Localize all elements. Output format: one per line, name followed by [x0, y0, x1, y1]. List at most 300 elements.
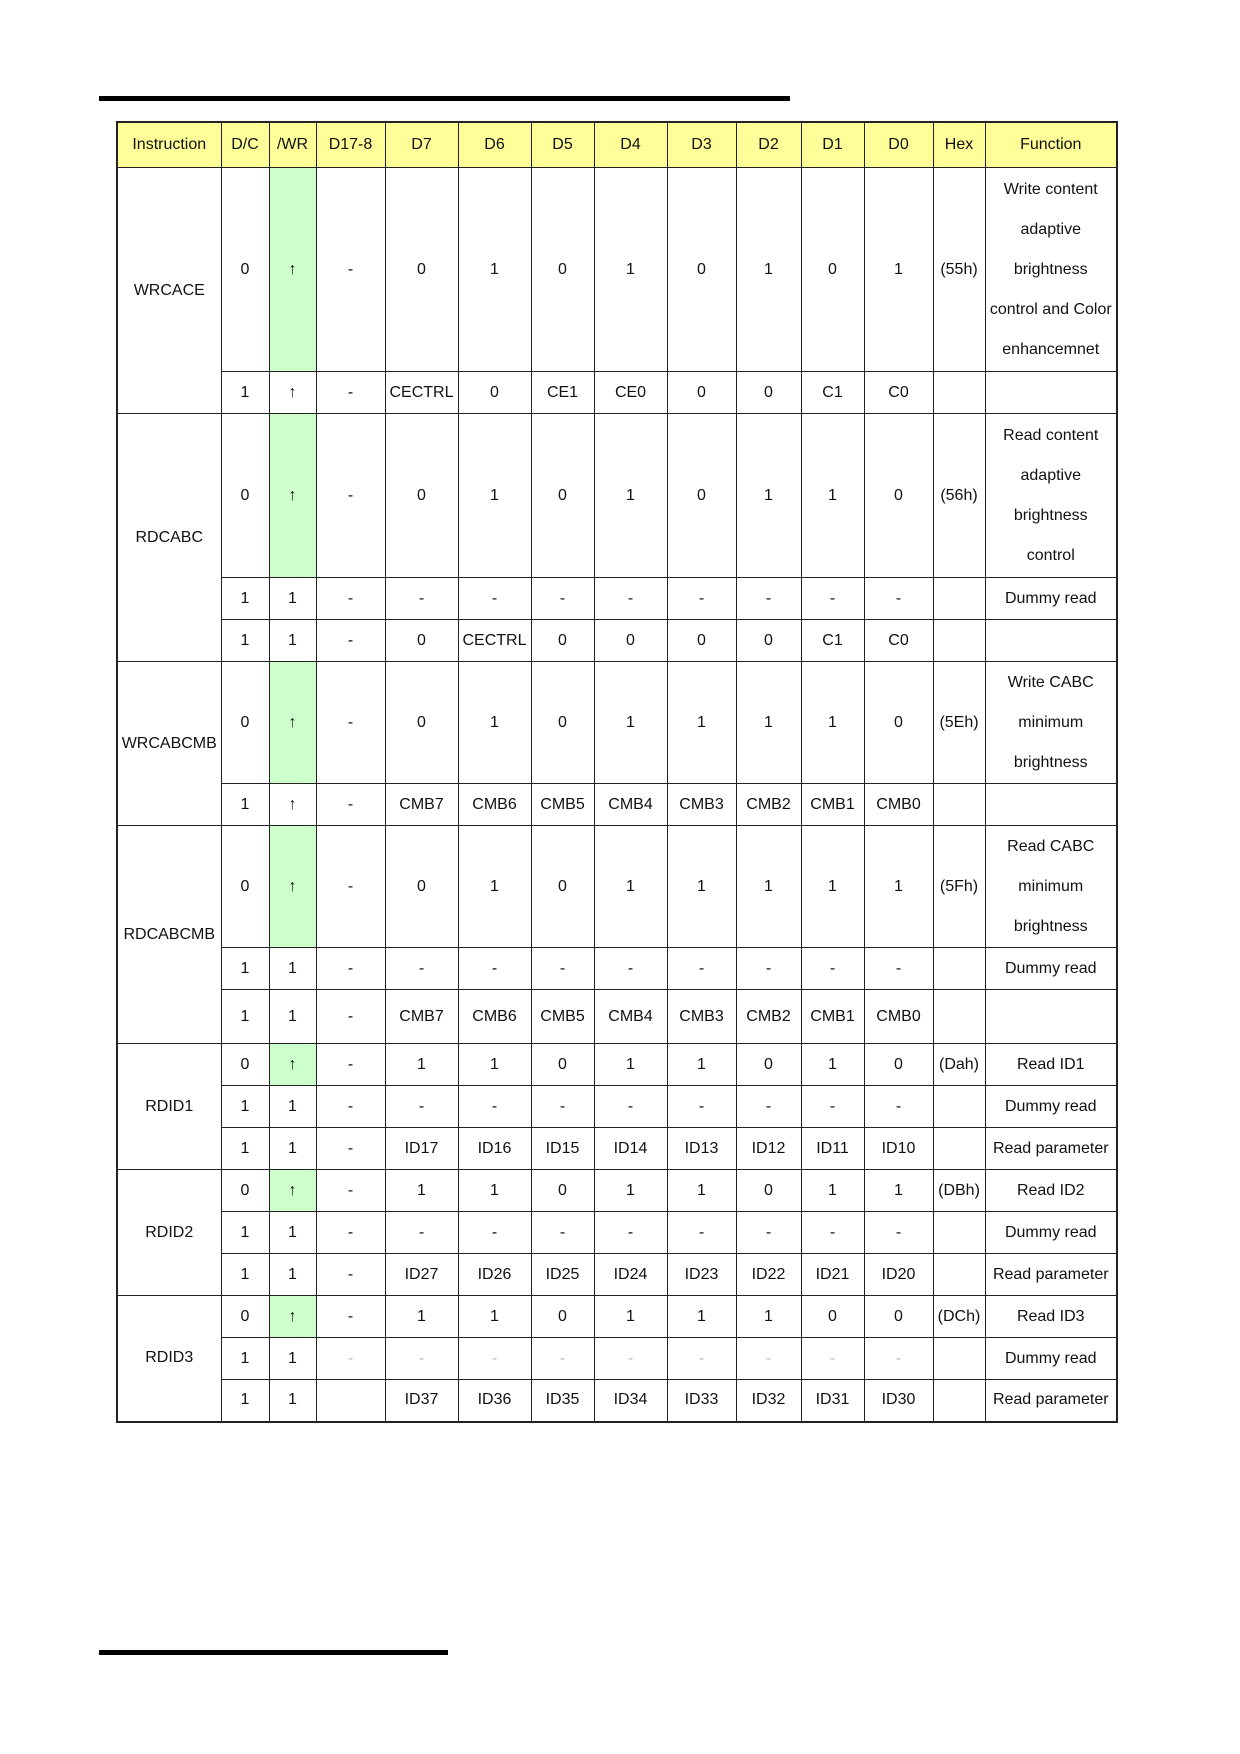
function-cell: [985, 1170, 1117, 1212]
d17-8-cell: -: [316, 1254, 385, 1296]
wr-cell: 1: [269, 948, 316, 990]
header-cell: D0: [864, 122, 933, 168]
d3-cell: -: [667, 1338, 736, 1380]
d4-cell: CMB4: [594, 784, 667, 826]
wr-cell: ↑: [269, 1044, 316, 1086]
function-line: control: [1026, 546, 1075, 564]
instruction-name: WRCACE: [117, 168, 221, 414]
d1-cell: ID11: [801, 1128, 864, 1170]
d2-cell: 1: [736, 1296, 801, 1338]
d3-cell: 1: [667, 1044, 736, 1086]
table-row: [117, 372, 1117, 414]
d2-cell: ID32: [736, 1380, 801, 1422]
d3-cell: -: [667, 578, 736, 620]
dc-cell: 1: [221, 990, 269, 1044]
table-row: [117, 662, 1117, 784]
d0-cell: 1: [864, 1170, 933, 1212]
function-cell: [985, 372, 1117, 414]
d6-cell: CMB6: [458, 990, 531, 1044]
command-table: [116, 121, 1118, 1423]
d3-cell: 1: [667, 662, 736, 784]
hex-cell: [933, 1086, 985, 1128]
d1-cell: C1: [801, 372, 864, 414]
function-line: Read parameter: [992, 1139, 1109, 1157]
d0-cell: 0: [864, 1296, 933, 1338]
function-cell: [985, 1380, 1117, 1422]
header-cell: D3: [667, 122, 736, 168]
d0-cell: ID30: [864, 1380, 933, 1422]
d2-cell: 0: [736, 372, 801, 414]
table-row: [117, 414, 1117, 578]
function-line: minimum: [1018, 877, 1084, 895]
d4-cell: -: [594, 1212, 667, 1254]
d7-cell: 0: [385, 168, 458, 372]
d6-cell: ID36: [458, 1380, 531, 1422]
d4-cell: ID24: [594, 1254, 667, 1296]
hex-cell: [933, 1254, 985, 1296]
d17-8-cell: -: [316, 414, 385, 578]
instruction-name: RDID3: [117, 1296, 221, 1422]
d4-cell: -: [594, 1338, 667, 1380]
function-line: Read parameter: [992, 1391, 1109, 1409]
d2-cell: -: [736, 1086, 801, 1128]
d7-cell: -: [385, 1086, 458, 1128]
function-line: Write content: [1003, 180, 1098, 198]
d5-cell: 0: [531, 662, 594, 784]
instruction-name: RDID1: [117, 1044, 221, 1170]
function-cell: [985, 826, 1117, 948]
d17-8-cell: -: [316, 1170, 385, 1212]
function-line: brightness: [1013, 260, 1088, 278]
d4-cell: -: [594, 1086, 667, 1128]
d1-cell: 0: [801, 1296, 864, 1338]
d7-cell: -: [385, 578, 458, 620]
header-cell: D4: [594, 122, 667, 168]
table-row: [117, 1212, 1117, 1254]
d7-cell: -: [385, 1338, 458, 1380]
instruction-name: WRCABCMB: [117, 662, 221, 826]
d2-cell: CMB2: [736, 784, 801, 826]
d4-cell: 1: [594, 1044, 667, 1086]
dc-cell: 0: [221, 662, 269, 784]
dc-cell: 1: [221, 372, 269, 414]
header-cell: Hex: [933, 122, 985, 168]
dc-cell: 0: [221, 1170, 269, 1212]
dc-cell: 0: [221, 1044, 269, 1086]
d2-cell: 1: [736, 662, 801, 784]
d2-cell: ID22: [736, 1254, 801, 1296]
d3-cell: CMB3: [667, 784, 736, 826]
d17-8-cell: -: [316, 826, 385, 948]
d5-cell: CMB5: [531, 784, 594, 826]
d1-cell: ID31: [801, 1380, 864, 1422]
d4-cell: 1: [594, 414, 667, 578]
d3-cell: -: [667, 1086, 736, 1128]
dc-cell: 1: [221, 1128, 269, 1170]
d3-cell: 1: [667, 1170, 736, 1212]
d17-8-cell: -: [316, 990, 385, 1044]
d7-cell: 1: [385, 1296, 458, 1338]
function-line: Read content: [1003, 426, 1099, 444]
d7-cell: 0: [385, 826, 458, 948]
table-row: [117, 1170, 1117, 1212]
d17-8-cell: -: [316, 1128, 385, 1170]
hex-cell: [933, 578, 985, 620]
function-line: Write CABC: [1007, 673, 1094, 691]
d7-cell: CECTRL: [385, 372, 458, 414]
d2-cell: 0: [736, 620, 801, 662]
d5-cell: 0: [531, 1296, 594, 1338]
wr-cell: ↑: [269, 784, 316, 826]
wr-cell: ↑: [269, 662, 316, 784]
wr-cell: ↑: [269, 168, 316, 372]
table-row: [117, 1254, 1117, 1296]
function-cell: [985, 1212, 1117, 1254]
function-line: minimum: [1018, 713, 1084, 731]
dc-cell: 0: [221, 414, 269, 578]
dc-cell: 1: [221, 1338, 269, 1380]
d0-cell: -: [864, 1338, 933, 1380]
d6-cell: -: [458, 1338, 531, 1380]
d4-cell: ID14: [594, 1128, 667, 1170]
d7-cell: -: [385, 1212, 458, 1254]
d6-cell: 1: [458, 662, 531, 784]
header-cell: D5: [531, 122, 594, 168]
dc-cell: 1: [221, 784, 269, 826]
d1-cell: -: [801, 1086, 864, 1128]
function-line: brightness: [1013, 917, 1088, 935]
d5-cell: -: [531, 948, 594, 990]
d5-cell: 0: [531, 414, 594, 578]
d0-cell: CMB0: [864, 990, 933, 1044]
d4-cell: ID34: [594, 1380, 667, 1422]
d17-8-cell: -: [316, 1212, 385, 1254]
wr-cell: 1: [269, 1212, 316, 1254]
d1-cell: 0: [801, 168, 864, 372]
d2-cell: 1: [736, 168, 801, 372]
d7-cell: ID27: [385, 1254, 458, 1296]
header-cell: D/C: [221, 122, 269, 168]
function-line: brightness: [1013, 506, 1088, 524]
d0-cell: 0: [864, 414, 933, 578]
function-line: Dummy read: [1004, 1097, 1097, 1115]
bottom-rule: [99, 1650, 448, 1655]
wr-cell: 1: [269, 1338, 316, 1380]
d17-8-cell: -: [316, 168, 385, 372]
header-cell: D1: [801, 122, 864, 168]
d0-cell: -: [864, 948, 933, 990]
hex-cell: [933, 1380, 985, 1422]
d5-cell: 0: [531, 620, 594, 662]
header-cell: Instruction: [117, 122, 221, 168]
d5-cell: 0: [531, 1170, 594, 1212]
d17-8-cell: -: [316, 948, 385, 990]
d4-cell: -: [594, 948, 667, 990]
table-row: [117, 948, 1117, 990]
function-line: Read ID2: [1016, 1181, 1085, 1199]
d6-cell: 1: [458, 1170, 531, 1212]
d2-cell: -: [736, 1338, 801, 1380]
d17-8-cell: -: [316, 1086, 385, 1128]
d5-cell: 0: [531, 826, 594, 948]
d5-cell: ID25: [531, 1254, 594, 1296]
function-cell: [985, 662, 1117, 784]
d0-cell: 0: [864, 662, 933, 784]
d7-cell: 0: [385, 620, 458, 662]
d4-cell: 1: [594, 826, 667, 948]
d1-cell: 1: [801, 1044, 864, 1086]
header-row: [117, 122, 1117, 168]
function-cell: [985, 784, 1117, 826]
d7-cell: 1: [385, 1170, 458, 1212]
d6-cell: CMB6: [458, 784, 531, 826]
dc-cell: 1: [221, 620, 269, 662]
d0-cell: 1: [864, 168, 933, 372]
d3-cell: 1: [667, 826, 736, 948]
d1-cell: 1: [801, 826, 864, 948]
header-cell: D17-8: [316, 122, 385, 168]
d6-cell: 1: [458, 168, 531, 372]
d6-cell: 1: [458, 1296, 531, 1338]
function-cell: [985, 1086, 1117, 1128]
d3-cell: 0: [667, 414, 736, 578]
table-row: [117, 1086, 1117, 1128]
function-line: Read CABC: [1007, 837, 1095, 855]
header-cell: Function: [985, 122, 1117, 168]
function-line: Dummy read: [1004, 589, 1097, 607]
d0-cell: CMB0: [864, 784, 933, 826]
d6-cell: -: [458, 578, 531, 620]
instruction-name: RDID2: [117, 1170, 221, 1296]
table-row: [117, 1296, 1117, 1338]
function-cell: [985, 1338, 1117, 1380]
wr-cell: ↑: [269, 372, 316, 414]
hex-cell: [933, 1338, 985, 1380]
dc-cell: 0: [221, 168, 269, 372]
d3-cell: CMB3: [667, 990, 736, 1044]
d0-cell: 0: [864, 1044, 933, 1086]
function-cell: [985, 414, 1117, 578]
function-line: adaptive: [1020, 220, 1081, 238]
wr-cell: 1: [269, 990, 316, 1044]
d1-cell: CMB1: [801, 784, 864, 826]
function-line: Dummy read: [1004, 1223, 1097, 1241]
d3-cell: 0: [667, 168, 736, 372]
d2-cell: ID12: [736, 1128, 801, 1170]
d7-cell: CMB7: [385, 784, 458, 826]
instruction-name: RDCABCMB: [117, 826, 221, 1044]
d1-cell: 1: [801, 414, 864, 578]
d5-cell: ID35: [531, 1380, 594, 1422]
function-cell: [985, 1128, 1117, 1170]
hex-cell: [933, 1212, 985, 1254]
d6-cell: 1: [458, 1044, 531, 1086]
function-line: brightness: [1013, 753, 1088, 771]
d4-cell: -: [594, 578, 667, 620]
hex-cell: [933, 372, 985, 414]
hex-cell: [933, 1128, 985, 1170]
d6-cell: -: [458, 1086, 531, 1128]
dc-cell: 0: [221, 1296, 269, 1338]
d3-cell: ID23: [667, 1254, 736, 1296]
d5-cell: CE1: [531, 372, 594, 414]
header-cell: D2: [736, 122, 801, 168]
wr-cell: 1: [269, 578, 316, 620]
d6-cell: ID16: [458, 1128, 531, 1170]
d5-cell: ID15: [531, 1128, 594, 1170]
function-line: Read ID3: [1016, 1307, 1085, 1325]
table-row: [117, 578, 1117, 620]
wr-cell: ↑: [269, 1296, 316, 1338]
d2-cell: -: [736, 578, 801, 620]
hex-cell: (5Eh): [933, 662, 985, 784]
d5-cell: 0: [531, 168, 594, 372]
d1-cell: -: [801, 948, 864, 990]
d6-cell: ID26: [458, 1254, 531, 1296]
d2-cell: CMB2: [736, 990, 801, 1044]
dc-cell: 1: [221, 1254, 269, 1296]
d17-8-cell: [316, 1380, 385, 1422]
d2-cell: 1: [736, 826, 801, 948]
d3-cell: -: [667, 1212, 736, 1254]
d0-cell: -: [864, 578, 933, 620]
d6-cell: 1: [458, 414, 531, 578]
d3-cell: ID33: [667, 1380, 736, 1422]
function-cell: [985, 1254, 1117, 1296]
d2-cell: 0: [736, 1170, 801, 1212]
function-cell: [985, 168, 1117, 372]
hex-cell: (DBh): [933, 1170, 985, 1212]
dc-cell: 1: [221, 1212, 269, 1254]
function-cell: [985, 1296, 1117, 1338]
d1-cell: -: [801, 578, 864, 620]
function-cell: [985, 990, 1117, 1044]
d7-cell: ID37: [385, 1380, 458, 1422]
d17-8-cell: -: [316, 620, 385, 662]
d2-cell: 0: [736, 1044, 801, 1086]
hex-cell: (56h): [933, 414, 985, 578]
d4-cell: 1: [594, 1170, 667, 1212]
function-line: Dummy read: [1004, 959, 1097, 977]
d6-cell: CECTRL: [458, 620, 531, 662]
d1-cell: C1: [801, 620, 864, 662]
d4-cell: 1: [594, 662, 667, 784]
d1-cell: -: [801, 1212, 864, 1254]
d0-cell: ID10: [864, 1128, 933, 1170]
hex-cell: [933, 990, 985, 1044]
d4-cell: CE0: [594, 372, 667, 414]
d1-cell: CMB1: [801, 990, 864, 1044]
wr-cell: ↑: [269, 1170, 316, 1212]
hex-cell: [933, 948, 985, 990]
wr-cell: 1: [269, 1086, 316, 1128]
d0-cell: -: [864, 1212, 933, 1254]
function-line: control and Color: [989, 300, 1112, 318]
d5-cell: -: [531, 1086, 594, 1128]
header-cell: D7: [385, 122, 458, 168]
wr-cell: 1: [269, 1254, 316, 1296]
wr-cell: 1: [269, 1128, 316, 1170]
table-row: [117, 1338, 1117, 1380]
table-row: [117, 784, 1117, 826]
hex-cell: [933, 620, 985, 662]
d1-cell: 1: [801, 662, 864, 784]
table-row: [117, 1128, 1117, 1170]
d17-8-cell: -: [316, 662, 385, 784]
d4-cell: 1: [594, 168, 667, 372]
d4-cell: CMB4: [594, 990, 667, 1044]
d0-cell: 1: [864, 826, 933, 948]
function-cell: [985, 1044, 1117, 1086]
table-row: [117, 168, 1117, 372]
function-line: enhancemnet: [1002, 340, 1100, 358]
wr-cell: ↑: [269, 414, 316, 578]
top-rule: [99, 96, 790, 101]
d1-cell: ID21: [801, 1254, 864, 1296]
d5-cell: -: [531, 578, 594, 620]
dc-cell: 1: [221, 578, 269, 620]
d0-cell: C0: [864, 620, 933, 662]
d5-cell: -: [531, 1338, 594, 1380]
table-row: [117, 826, 1117, 948]
d7-cell: -: [385, 948, 458, 990]
d7-cell: CMB7: [385, 990, 458, 1044]
d0-cell: C0: [864, 372, 933, 414]
dc-cell: 1: [221, 1086, 269, 1128]
d7-cell: 0: [385, 662, 458, 784]
function-line: Read ID1: [1016, 1055, 1085, 1073]
d1-cell: -: [801, 1338, 864, 1380]
d17-8-cell: -: [316, 372, 385, 414]
d17-8-cell: -: [316, 1338, 385, 1380]
table-row: [117, 990, 1117, 1044]
wr-cell: ↑: [269, 826, 316, 948]
hex-cell: (5Fh): [933, 826, 985, 948]
dc-cell: 1: [221, 1380, 269, 1422]
d4-cell: 0: [594, 620, 667, 662]
d6-cell: -: [458, 1212, 531, 1254]
d6-cell: 1: [458, 826, 531, 948]
d7-cell: ID17: [385, 1128, 458, 1170]
hex-cell: (55h): [933, 168, 985, 372]
d6-cell: 0: [458, 372, 531, 414]
d5-cell: 0: [531, 1044, 594, 1086]
d2-cell: -: [736, 948, 801, 990]
function-line: Read parameter: [992, 1265, 1109, 1283]
d3-cell: 0: [667, 372, 736, 414]
table-row: [117, 1044, 1117, 1086]
function-cell: [985, 948, 1117, 990]
d4-cell: 1: [594, 1296, 667, 1338]
d0-cell: ID20: [864, 1254, 933, 1296]
dc-cell: 0: [221, 826, 269, 948]
d5-cell: -: [531, 1212, 594, 1254]
d5-cell: CMB5: [531, 990, 594, 1044]
d0-cell: -: [864, 1086, 933, 1128]
d17-8-cell: -: [316, 1296, 385, 1338]
d3-cell: ID13: [667, 1128, 736, 1170]
d3-cell: 0: [667, 620, 736, 662]
hex-cell: (Dah): [933, 1044, 985, 1086]
function-line: Dummy read: [1004, 1349, 1097, 1367]
dc-cell: 1: [221, 948, 269, 990]
d3-cell: 1: [667, 1296, 736, 1338]
d2-cell: -: [736, 1212, 801, 1254]
header-cell: /WR: [269, 122, 316, 168]
d1-cell: 1: [801, 1170, 864, 1212]
wr-cell: 1: [269, 620, 316, 662]
function-cell: [985, 620, 1117, 662]
